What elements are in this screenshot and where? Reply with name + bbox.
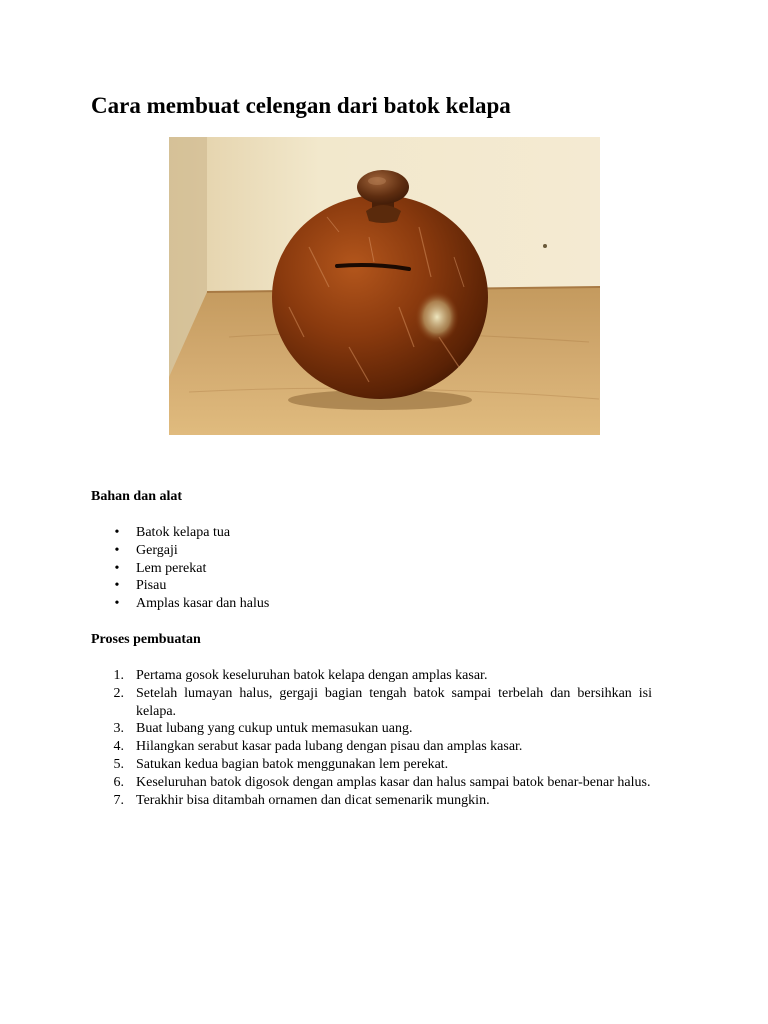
list-item (0, 738, 768, 756)
step-number: 3. (113, 721, 124, 737)
list-item (0, 774, 768, 792)
step-number: 4. (113, 739, 124, 755)
step-number: 1. (113, 668, 124, 683)
process-steps-list (0, 667, 768, 809)
material-item-text: Lem perekat (136, 560, 207, 576)
bullet-icon: • (114, 560, 120, 576)
step-text: Hilangkan serabut kasar pada lubang dengan pisau dan amplas kasar. (136, 739, 523, 755)
material-item-text: Amplas kasar dan halus (136, 596, 270, 612)
list-item (0, 685, 768, 721)
bullet-icon: • (114, 578, 120, 594)
step-number: 2. (113, 685, 124, 701)
step-text: Pertama gosok keseluruhan batok kelapa dengan amplas kasar. (136, 668, 488, 683)
step-text: Terakhir bisa ditambah ornamen dan dicat semenarik mungkin. (136, 792, 490, 808)
step-text: Buat lubang yang cukup untuk memasukan uang. (136, 721, 413, 737)
bullet-icon: • (114, 525, 120, 540)
list-item (0, 756, 768, 774)
step-text: Satukan kedua bagian batok menggunakan lem perekat. (136, 756, 449, 772)
bullet-icon: • (114, 596, 120, 612)
list-item (0, 792, 768, 810)
material-item-text: Gergaji (136, 542, 178, 558)
materials-list (0, 524, 768, 613)
step-number: 7. (113, 792, 124, 808)
list-item (0, 524, 768, 542)
material-item-text: Batok kelapa tua (136, 525, 231, 540)
material-item-text: Pisau (136, 578, 167, 594)
list-item (0, 667, 768, 685)
step-text: Keseluruhan batok digosok dengan amplas kasar dan halus sampai batok benar-benar halus. (136, 774, 651, 790)
step-number: 6. (113, 774, 124, 790)
list-item (0, 720, 768, 738)
list-item (0, 595, 768, 613)
step-number: 5. (113, 756, 124, 772)
list-item (0, 542, 768, 560)
list-item (0, 560, 768, 578)
materials-heading: Bahan dan alat (91, 489, 183, 504)
bullet-icon: • (114, 542, 120, 558)
document-title: Cara membuat celengan dari batok kelapa (91, 93, 511, 118)
step-text: Setelah lumayan halus, gergaji bagian tengah batok sampai terbelah dan bersihkan isi kelapa. (136, 685, 652, 719)
coconut-shell-bank-photo (169, 137, 600, 435)
list-item (0, 577, 768, 595)
process-heading: Proses pembuatan (91, 632, 201, 647)
